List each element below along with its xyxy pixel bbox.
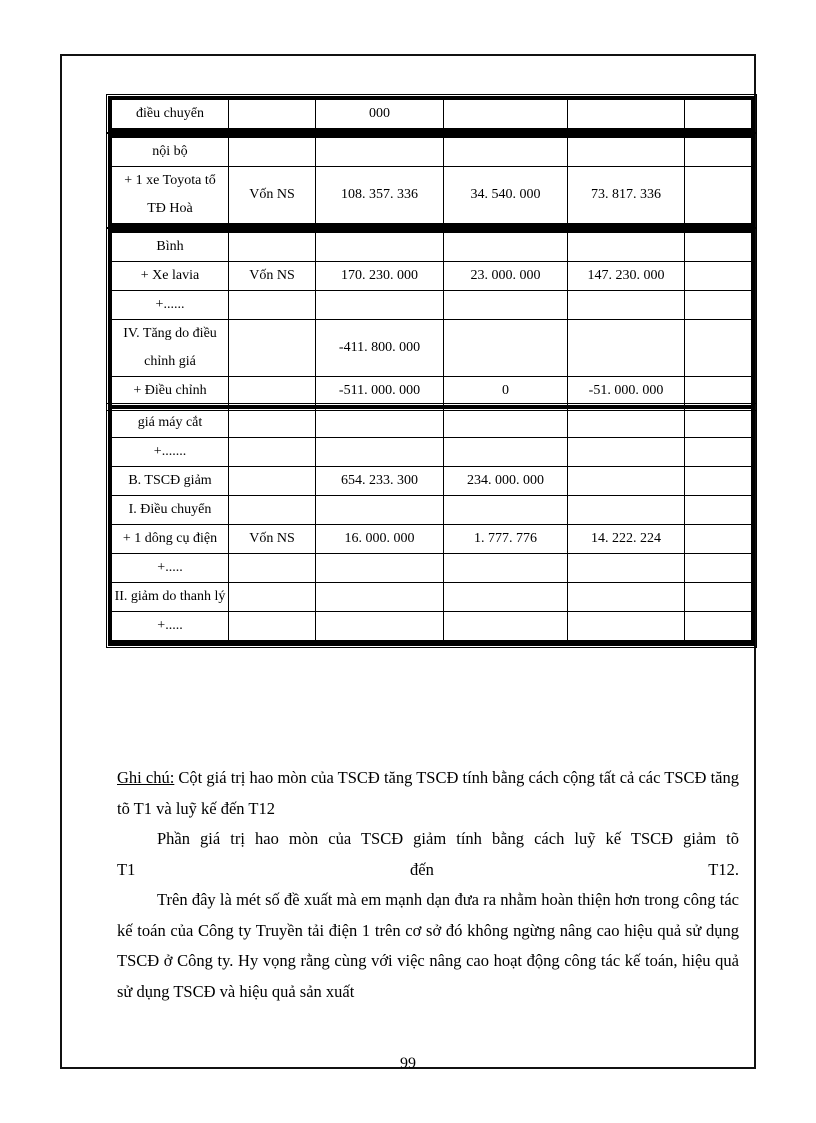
table-cell: + Xe lavia xyxy=(112,262,229,291)
table-cell xyxy=(229,291,316,320)
table-cell xyxy=(685,320,752,377)
table-cell xyxy=(444,409,568,438)
table-cell xyxy=(568,612,685,641)
table-cell: +..... xyxy=(112,554,229,583)
table-cell: 654. 233. 300 xyxy=(316,467,444,496)
table-cell xyxy=(685,233,752,262)
table-cell xyxy=(229,642,316,643)
table-cell: 234. 000. 000 xyxy=(444,467,568,496)
table-cell: +..... xyxy=(112,612,229,641)
table-cell xyxy=(685,377,752,406)
table-cell xyxy=(444,438,568,467)
table-cell xyxy=(229,496,316,525)
table-cell xyxy=(316,642,444,643)
table-cell xyxy=(316,438,444,467)
table-cell: giá máy cắt xyxy=(112,409,229,438)
table-cell xyxy=(685,409,752,438)
table-cell xyxy=(316,291,444,320)
table-row xyxy=(112,167,752,224)
table-row xyxy=(112,642,752,643)
table-cell xyxy=(685,496,752,525)
page-number: 99 xyxy=(400,1055,416,1072)
note-text: Cột giá trị hao mòn của TSCĐ tăng TSCĐ tính bằng cách cộng tất cả các TSCĐ tăng tõ T1 và luỹ kế đến T12 xyxy=(117,768,739,818)
table-body xyxy=(112,138,752,224)
table-cell: -51. 000. 000 xyxy=(568,377,685,406)
table-cell xyxy=(685,138,752,167)
note-paragraph-1 xyxy=(117,763,739,824)
table-cell xyxy=(444,612,568,641)
table-cell xyxy=(316,409,444,438)
table-row xyxy=(112,525,752,554)
table-cell: B. TSCĐ giảm xyxy=(112,467,229,496)
table-cell xyxy=(568,100,685,129)
table-cell xyxy=(229,467,316,496)
table-block-2 xyxy=(108,134,755,227)
table-row xyxy=(112,438,752,467)
table-cell xyxy=(229,612,316,641)
table-row xyxy=(112,612,752,641)
table-cell xyxy=(444,583,568,612)
table-cell xyxy=(568,291,685,320)
table-cell xyxy=(229,100,316,129)
table-cell xyxy=(685,100,752,129)
table-cell: 147. 230. 000 xyxy=(568,262,685,291)
table-cell xyxy=(568,496,685,525)
note-paragraph-2-line-2: T1 đến T12. xyxy=(117,859,739,879)
table-cell: + Điều chỉnh xyxy=(112,377,229,406)
table-cell xyxy=(685,438,752,467)
table-cell xyxy=(316,612,444,641)
table-row xyxy=(112,320,752,377)
table-cell xyxy=(316,583,444,612)
table-cell xyxy=(685,583,752,612)
table-cell: 16. 000. 000 xyxy=(316,525,444,554)
table-cell: -411. 800. 000 xyxy=(316,320,444,377)
table-cell xyxy=(568,583,685,612)
table-body xyxy=(112,233,752,406)
table-cell: điều chuyển xyxy=(112,100,229,129)
notes-section xyxy=(117,763,739,1007)
table-cell: +....... xyxy=(112,438,229,467)
table-cell xyxy=(568,554,685,583)
table-cell xyxy=(685,467,752,496)
table-cell xyxy=(568,138,685,167)
table-cell: Vốn NS xyxy=(229,167,316,224)
table-cell xyxy=(685,642,752,643)
table-cell xyxy=(112,642,229,643)
table-block-1 xyxy=(108,96,755,132)
table-row xyxy=(112,100,752,129)
table-cell: -511. 000. 000 xyxy=(316,377,444,406)
note-paragraph-3: Trên đây là mét số đề xuất mà em mạnh dạn đưa ra nhằm hoàn thiện hơn trong công tác kế toán của Công ty Truyền tải điện 1 trên cơ sở đó không ngừng nâng cao hiệu quả sử dụng TSCĐ ở Công ty. Hy vọng rằng cùng với việc nâng cao hoạt động công tác kế toán, hiệu quả sử dụng TSCĐ và hiệu quả sản xuất xyxy=(117,890,739,1001)
table-cell xyxy=(316,554,444,583)
table-cell xyxy=(444,320,568,377)
table-cell: + 1 dông cụ điện xyxy=(112,525,229,554)
table-cell: 170. 230. 000 xyxy=(316,262,444,291)
table-row xyxy=(112,138,752,167)
table-cell: 23. 000. 000 xyxy=(444,262,568,291)
table-cell xyxy=(568,320,685,377)
table-cell xyxy=(316,138,444,167)
table-cell xyxy=(444,233,568,262)
table-cell xyxy=(229,583,316,612)
table-cell: Vốn NS xyxy=(229,262,316,291)
table-cell: +...... xyxy=(112,291,229,320)
table-block-3 xyxy=(108,229,755,409)
table-cell xyxy=(316,496,444,525)
table-cell xyxy=(229,233,316,262)
table-row xyxy=(112,583,752,612)
table-cell: 14. 222. 224 xyxy=(568,525,685,554)
table-cell xyxy=(444,100,568,129)
table-cell: 0 xyxy=(444,377,568,406)
table-row xyxy=(112,291,752,320)
table-cell: IV. Tăng do điều chỉnh giá xyxy=(112,320,229,377)
table-row xyxy=(112,233,752,262)
table-cell xyxy=(444,138,568,167)
table-cell xyxy=(568,467,685,496)
note-label: Ghi chú: xyxy=(117,768,175,787)
table-cell xyxy=(685,612,752,641)
table-cell: Vốn NS xyxy=(229,525,316,554)
table-cell: 73. 817. 336 xyxy=(568,167,685,224)
table-cell: I. Điều chuyển xyxy=(112,496,229,525)
table-cell xyxy=(229,320,316,377)
table-cell xyxy=(568,233,685,262)
table-row xyxy=(112,554,752,583)
table-cell xyxy=(229,138,316,167)
table-cell xyxy=(568,438,685,467)
table-cell xyxy=(685,525,752,554)
table-cell: nội bộ xyxy=(112,138,229,167)
table-cell xyxy=(444,554,568,583)
table-cell: + 1 xe Toyota tổ TĐ Hoà xyxy=(112,167,229,224)
note-paragraph-2-line-1: Phần giá trị hao mòn của TSCĐ giảm tính bằng cách luỹ kế TSCĐ giảm tõ xyxy=(157,829,739,848)
table-row xyxy=(112,377,752,406)
table-cell xyxy=(685,262,752,291)
table-body xyxy=(112,100,752,129)
table-cell: Bình xyxy=(112,233,229,262)
table-cell xyxy=(229,438,316,467)
table-cell xyxy=(229,554,316,583)
table-cell xyxy=(444,642,568,643)
table-cell xyxy=(685,554,752,583)
table-cell: II. giảm do thanh lý xyxy=(112,583,229,612)
table-cell: 108. 357. 336 xyxy=(316,167,444,224)
table-cell xyxy=(229,409,316,438)
table-cell xyxy=(444,496,568,525)
table-cell: 34. 540. 000 xyxy=(444,167,568,224)
table-cell xyxy=(316,233,444,262)
table-block-4 xyxy=(108,405,755,646)
table-cell xyxy=(568,642,685,643)
table-row xyxy=(112,496,752,525)
table-cell xyxy=(444,291,568,320)
table-cell xyxy=(229,377,316,406)
table-row xyxy=(112,467,752,496)
table-cell xyxy=(685,167,752,224)
table-row xyxy=(112,262,752,291)
table-cell xyxy=(685,291,752,320)
table-cell xyxy=(568,409,685,438)
table-body xyxy=(112,409,752,643)
table-cell: 000 xyxy=(316,100,444,129)
table-row xyxy=(112,409,752,438)
table-cell: 1. 777. 776 xyxy=(444,525,568,554)
